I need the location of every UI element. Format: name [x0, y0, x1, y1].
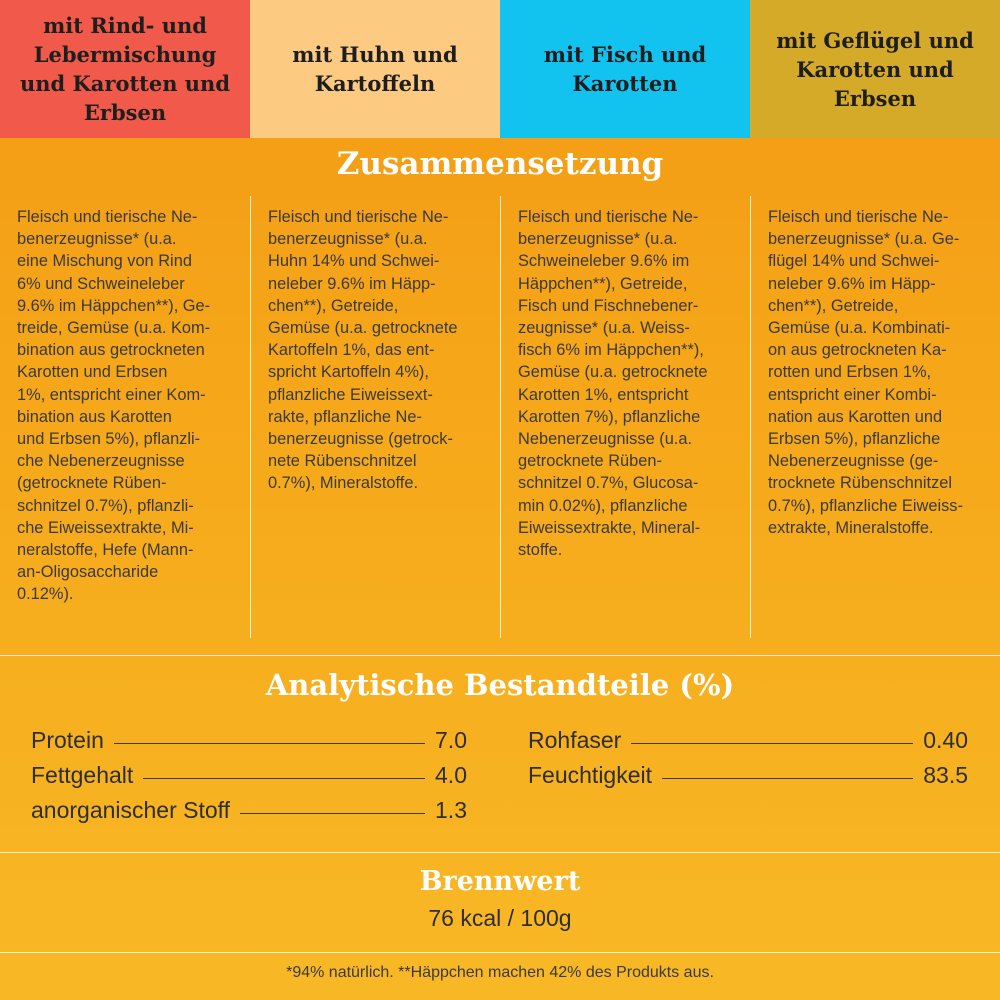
composition-text-fish: Fleisch und tierische Ne- benerzeugnisse* (u.a. Schweineleber 9.6% im Häppchen**), Getreide, Fisch und Fischnebener- zeugnisse* (u.a. Weiss- fisch 6% im Häppchen**), Gemüse (u.a. getrocknete Karotten 1%, entspricht Karotten 7%), pflanzliche Nebenerzeugnisse (u.a. getrocknete Rüben- schnitzel 0.7%, Glucosa- min 0.02%), pflanzliche Eiweissextrakte, Mineral- stoffe.: [500, 196, 750, 638]
composition-text-beef: Fleisch und tierische Ne- benerzeugnisse* (u.a. eine Mischung von Rind 6% und Schweineleber 9.6% im Häppchen**), Ge- treide, Gemüse (u.a. Kom- bination aus getrockneten Karotten und Erbsen 1%, entspricht einer Kom- bination aus Karotten und Erbsen 5%), pflanzli- che Nebenerzeugnisse (getrocknete Rüben- schnitzel 0.7%), pflanzli- che Eiweissextrakte, Mi- neralstoffe, Hefe (Mann- an-Oligosaccharide 0.12%).: [17, 208, 211, 604]
composition-title: Zusammensetzung: [336, 146, 664, 182]
composition-text-poultry: Fleisch und tierische Ne- benerzeugnisse* (u.a. Ge- flügel 14% und Schwei- neleber 9.6% im Häpp- chen**), Getreide, Gemüse (u.a. Kombinati- on aus getrockneten Ka- rotten und Erbsen 1%, entspricht einer Kombi- nation aus Karotten und Erbsen 5%), pflanzliche Nebenerzeugnisse (ge- trocknete Rübenschnitzel 0.7%), pflanzliche Eiweiss- extrakte, Mineralstoffe.: [750, 196, 1000, 638]
analysis-label: Rohfaser: [528, 727, 622, 753]
analysis-value: 0.40: [923, 727, 968, 753]
analysis-value: 83.5: [923, 762, 968, 788]
analysis-value: 7.0: [435, 727, 467, 753]
divider: [0, 952, 1000, 953]
variant-header-chicken: mit Huhn und Kartoffeln: [250, 0, 500, 138]
analysis-row-moisture: [528, 762, 968, 789]
divider: [0, 852, 1000, 853]
leader-line: [114, 743, 425, 744]
composition-columns: [0, 196, 1000, 638]
energy-title: Brennwert: [419, 866, 581, 897]
analysis-value: 4.0: [435, 762, 467, 788]
variant-header-beef: mit Rind- und Lebermischung und Karotten und Erbsen: [0, 0, 250, 138]
analysis-row-fiber: [528, 727, 968, 754]
analysis-title: Analytische Bestandteile (%): [265, 668, 735, 702]
analysis-label: Protein: [31, 727, 104, 753]
analysis-value: 1.3: [435, 797, 467, 823]
leader-line: [631, 743, 913, 744]
divider: [0, 655, 1000, 656]
analysis-row-fat: [31, 762, 467, 789]
analysis-label: anorganischer Stoff: [31, 797, 231, 823]
analysis-label: Fettgehalt: [31, 762, 134, 788]
leader-line: [240, 813, 425, 814]
leader-line: [143, 778, 425, 779]
variant-header-fish: mit Fisch und Karotten: [500, 0, 750, 138]
composition-text-chicken: Fleisch und tierische Ne- benerzeugnisse* (u.a. Huhn 14% und Schwei- neleber 9.6% im Häpp- chen**), Getreide, Gemüse (u.a. getrocknete Kartoffeln 1%, das ent- spricht Kartoffeln 4%), pflanzliche Eiweissext- rakte, pflanzliche Ne- benerzeugnisse (getrock- nete Rübenschnitzel 0.7%), Mineralstoffe.: [250, 196, 500, 638]
analysis-row-ash: [31, 797, 467, 824]
variant-headers: [0, 0, 1000, 138]
energy-value: 76 kcal / 100g: [428, 905, 572, 931]
leader-line: [662, 778, 913, 779]
analysis-label: Feuchtigkeit: [528, 762, 653, 788]
variant-header-poultry: mit Geflügel und Karotten und Erbsen: [750, 0, 1000, 138]
analysis-row-protein: [31, 727, 467, 754]
footnote: *94% natürlich. **Häppchen machen 42% des Produkts aus.: [286, 964, 714, 981]
